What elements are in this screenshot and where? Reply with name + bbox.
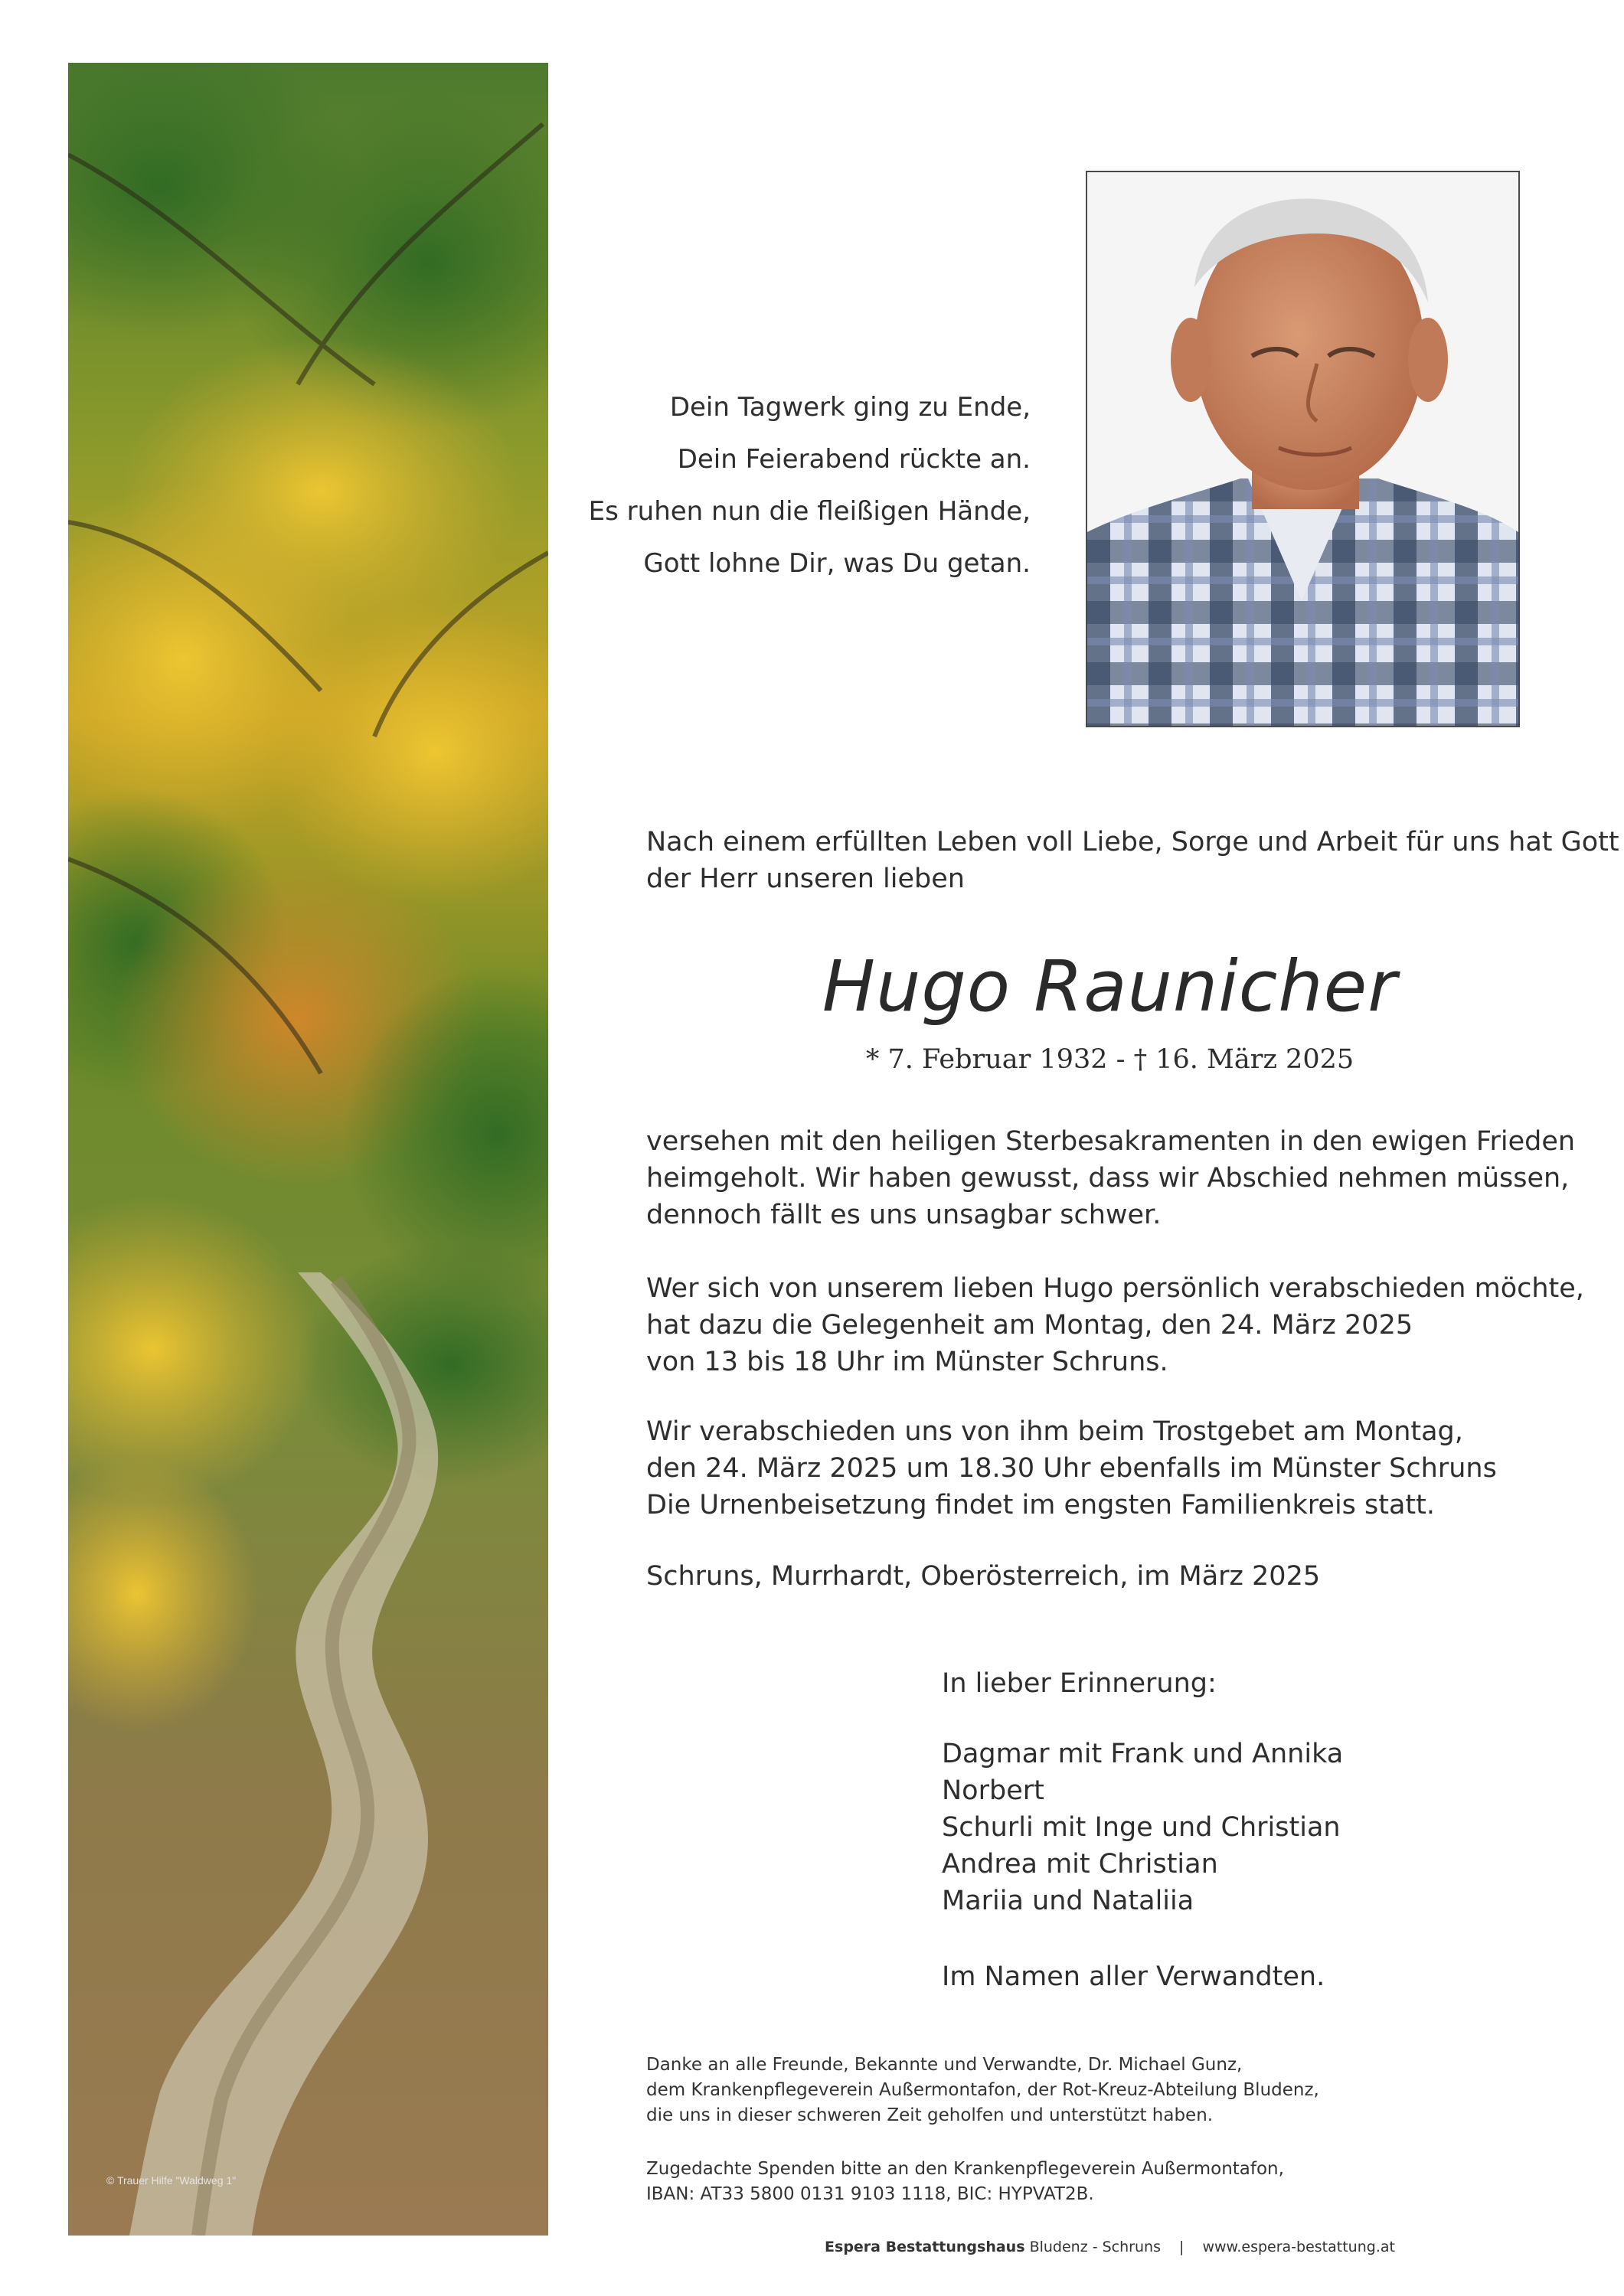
donations-line: Zugedachte Spenden bitte an den Krankenpflegeverein Außermontafon, <box>646 2159 1284 2179</box>
paragraph-line: den 24. März 2025 um 18.30 Uhr ebenfalls im Münster Schruns <box>646 1453 1497 1484</box>
life-dates: * 7. Februar 1932 - † 16. März 2025 <box>865 1044 1354 1075</box>
remembrance-heading-block <box>942 1665 1432 1702</box>
poem-line: Gott lohne Dir, was Du getan. <box>643 548 1031 579</box>
portrait-illustration <box>1087 172 1518 726</box>
forest-path-image <box>68 63 548 2236</box>
mourners-list <box>942 1736 1432 1919</box>
paragraph-sacraments <box>646 1123 1588 1233</box>
thanks-line: die uns in dieser schweren Zeit geholfen und unterstützt haben. <box>646 2105 1214 2125</box>
donations-text <box>646 2157 1488 2207</box>
poem-line: Dein Tagwerk ging zu Ende, <box>669 392 1031 423</box>
mourner-name: Norbert <box>942 1775 1044 1806</box>
forest-illustration <box>68 63 548 2236</box>
place-date-line: Schruns, Murrhardt, Oberösterreich, im März 2025 <box>646 1561 1321 1592</box>
paragraph-farewell-visit <box>646 1270 1588 1380</box>
paragraph-prayer <box>646 1413 1588 1524</box>
funeral-home-name: Espera Bestattungshaus <box>825 2239 1025 2255</box>
footer <box>646 2239 1573 2255</box>
poem-line: Es ruhen nun die fleißigen Hände, <box>588 496 1031 527</box>
thanks-text <box>646 2053 1488 2128</box>
paragraph-line: dennoch fällt es uns unsagbar schwer. <box>646 1200 1162 1230</box>
mourner-name: Mariia und Nataliia <box>942 1886 1194 1916</box>
portrait-photo <box>1086 171 1520 727</box>
paragraph-line: versehen mit den heiligen Sterbesakramenten in den ewigen Frieden <box>646 1126 1576 1157</box>
place-date <box>646 1558 1588 1595</box>
mourner-name: Andrea mit Christian <box>942 1849 1218 1880</box>
closing-block <box>942 1958 1432 1995</box>
closing-line: Im Namen aller Verwandten. <box>942 1961 1325 1992</box>
funeral-home-locations: Bludenz - Schruns <box>1029 2239 1161 2255</box>
intro-line: der Herr unseren lieben <box>646 864 965 894</box>
poem-line: Dein Feierabend rückte an. <box>677 444 1031 475</box>
footer-separator: | <box>1179 2239 1185 2255</box>
paragraph-line: von 13 bis 18 Uhr im Münster Schruns. <box>646 1347 1168 1377</box>
poem <box>536 381 1031 590</box>
paragraph-line: heimgeholt. Wir haben gewusst, dass wir Abschied nehmen müssen, <box>646 1163 1570 1194</box>
image-credit: © Trauer Hilfe "Waldweg 1" <box>106 2174 237 2187</box>
intro-line: Nach einem erfüllten Leben voll Liebe, Sorge und Arbeit für uns hat Gott <box>646 827 1619 857</box>
deceased-name: Hugo Raunicher <box>822 946 1398 1027</box>
donations-line: IBAN: AT33 5800 0131 9103 1118, BIC: HYPVAT2B. <box>646 2184 1094 2204</box>
thanks-line: dem Krankenpflegeverein Außermontafon, der Rot-Kreuz-Abteilung Bludenz, <box>646 2080 1319 2100</box>
remembrance-heading: In lieber Erinnerung: <box>942 1668 1217 1699</box>
funeral-home-website-link[interactable]: www.espera-bestattung.at <box>1202 2239 1395 2255</box>
paragraph-line: Wir verabschieden uns von ihm beim Trostgebet am Montag, <box>646 1416 1463 1447</box>
paragraph-line: Die Urnenbeisetzung findet im engsten Familienkreis statt. <box>646 1490 1436 1520</box>
thanks-line: Danke an alle Freunde, Bekannte und Verwandte, Dr. Michael Gunz, <box>646 2055 1243 2075</box>
mourner-name: Schurli mit Inge und Christian <box>942 1812 1341 1843</box>
intro-text <box>646 824 1619 897</box>
paragraph-line: Wer sich von unserem lieben Hugo persönlich verabschieden möchte, <box>646 1273 1584 1304</box>
paragraph-line: hat dazu die Gelegenheit am Montag, den 24. März 2025 <box>646 1310 1413 1341</box>
mourner-name: Dagmar mit Frank und Annika <box>942 1739 1344 1769</box>
